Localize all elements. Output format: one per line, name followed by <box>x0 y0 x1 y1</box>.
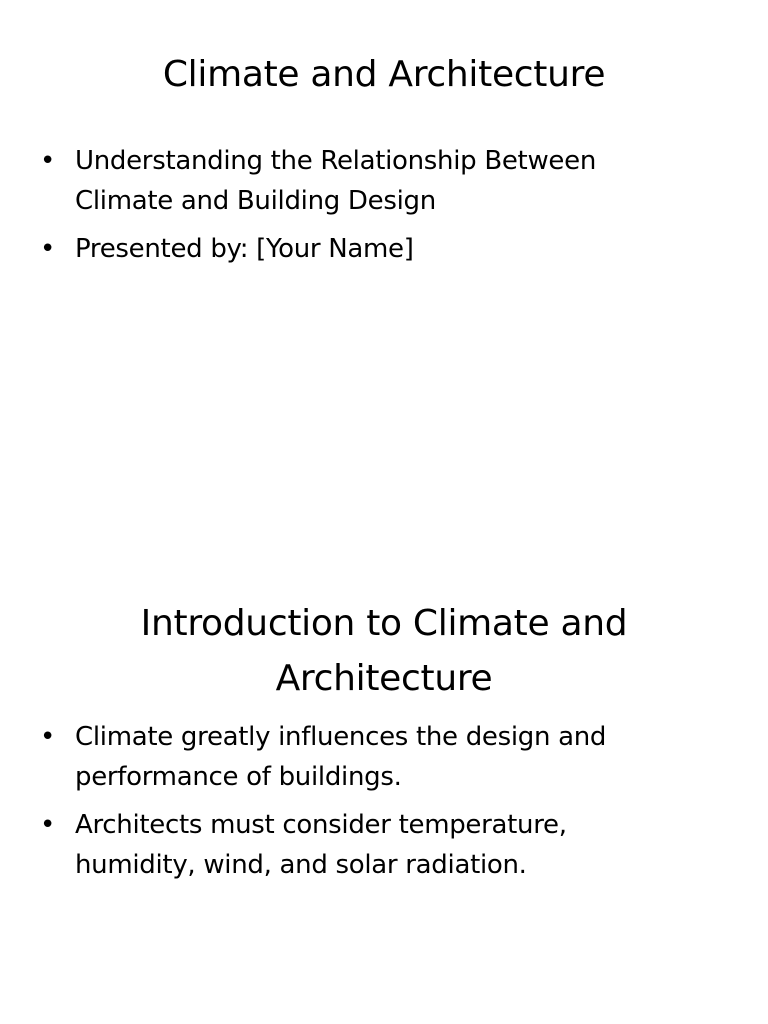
slide-title: Climate and Architecture <box>162 54 606 95</box>
bullet-item <box>40 805 680 885</box>
slide-title: Introduction to Climate and Architecture <box>140 603 628 699</box>
slide-2 <box>0 512 768 1024</box>
bullet-text: Climate greatly influences the design and performance of buildings. <box>75 722 607 792</box>
bullet-item <box>40 229 680 269</box>
bullet-text: Presented by: [Your Name] <box>75 234 414 264</box>
bullet-list <box>40 141 680 277</box>
bullet-text: Understanding the Relationship Between Climate and Building Design <box>75 146 596 216</box>
bullet-icon: • <box>40 234 56 264</box>
bullet-text: Architects must consider temperature, humidity, wind, and solar radiation. <box>75 810 567 880</box>
bullet-list <box>40 717 680 893</box>
bullet-item <box>40 717 680 797</box>
bullet-item <box>40 141 680 221</box>
bullet-icon: • <box>40 146 56 176</box>
bullet-icon: • <box>40 810 56 840</box>
bullet-icon: • <box>40 722 56 752</box>
